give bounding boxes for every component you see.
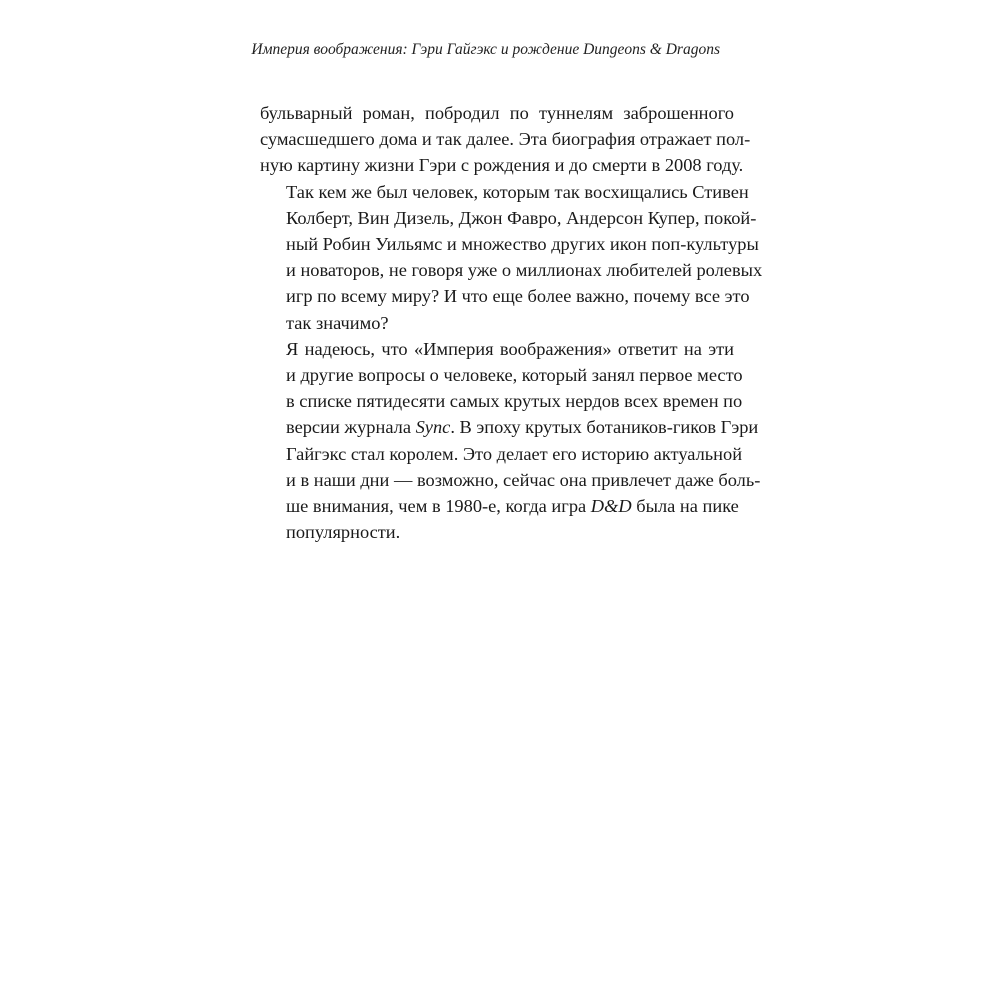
text-run: . В эпоху крутых ботаников-гиков Гэри <box>450 417 759 438</box>
text-line: Так кем же был человек, которым так восхищались Стивен <box>286 181 749 202</box>
text-line: и новаторов, не говоря уже о миллионах любителей ролевых <box>286 260 763 281</box>
paragraph-2 <box>260 179 763 336</box>
text-line-with-italic <box>260 493 739 519</box>
text-line: и в наши дни — возможно, сейчас она привлечет даже боль- <box>286 469 761 490</box>
text-line: в списке пятидесяти самых крутых нердов всех времен по <box>286 391 743 412</box>
text-line: игр по всему миру? И что еще более важно, почему все это <box>286 286 750 307</box>
text-line: и другие вопросы о человеке, который занял первое место <box>286 365 743 386</box>
text-line: бульварный роман, побродил по туннелям заброшенного <box>260 103 734 123</box>
text-line: популярности. <box>286 522 401 543</box>
text-run: версии журнала <box>286 417 416 438</box>
magazine-title: Sync <box>415 417 451 438</box>
text-line: ный Робин Уильямс и множество других икон поп-культуры <box>286 234 759 255</box>
body-text <box>260 100 763 545</box>
text-run: была на пике <box>631 496 739 517</box>
text-line: Я надеюсь, что «Империя воображения» ответит на эти <box>286 338 734 359</box>
text-line-with-italic <box>260 414 759 440</box>
paragraph-3 <box>260 336 761 546</box>
text-line: Гайгэкс стал королем. Это делает его историю актуальной <box>286 443 743 464</box>
text-line: ную картину жизни Гэри с рождения и до смерти в 2008 году. <box>260 155 744 176</box>
paragraph-1 <box>260 100 751 179</box>
game-title: D&D <box>590 496 632 517</box>
running-header-title: Империя воображения: Гэри Гайгэкс и рождение Dungeons & Dragons <box>251 41 720 58</box>
text-run: ше внимания, чем в 1980-е, когда игра <box>286 496 591 517</box>
text-line: сумасшедшего дома и так далее. Эта биография отражает пол- <box>260 129 751 150</box>
text-line: так значимо? <box>286 312 389 333</box>
text-line: Колберт, Вин Дизель, Джон Фавро, Андерсон Купер, покой- <box>286 207 757 228</box>
